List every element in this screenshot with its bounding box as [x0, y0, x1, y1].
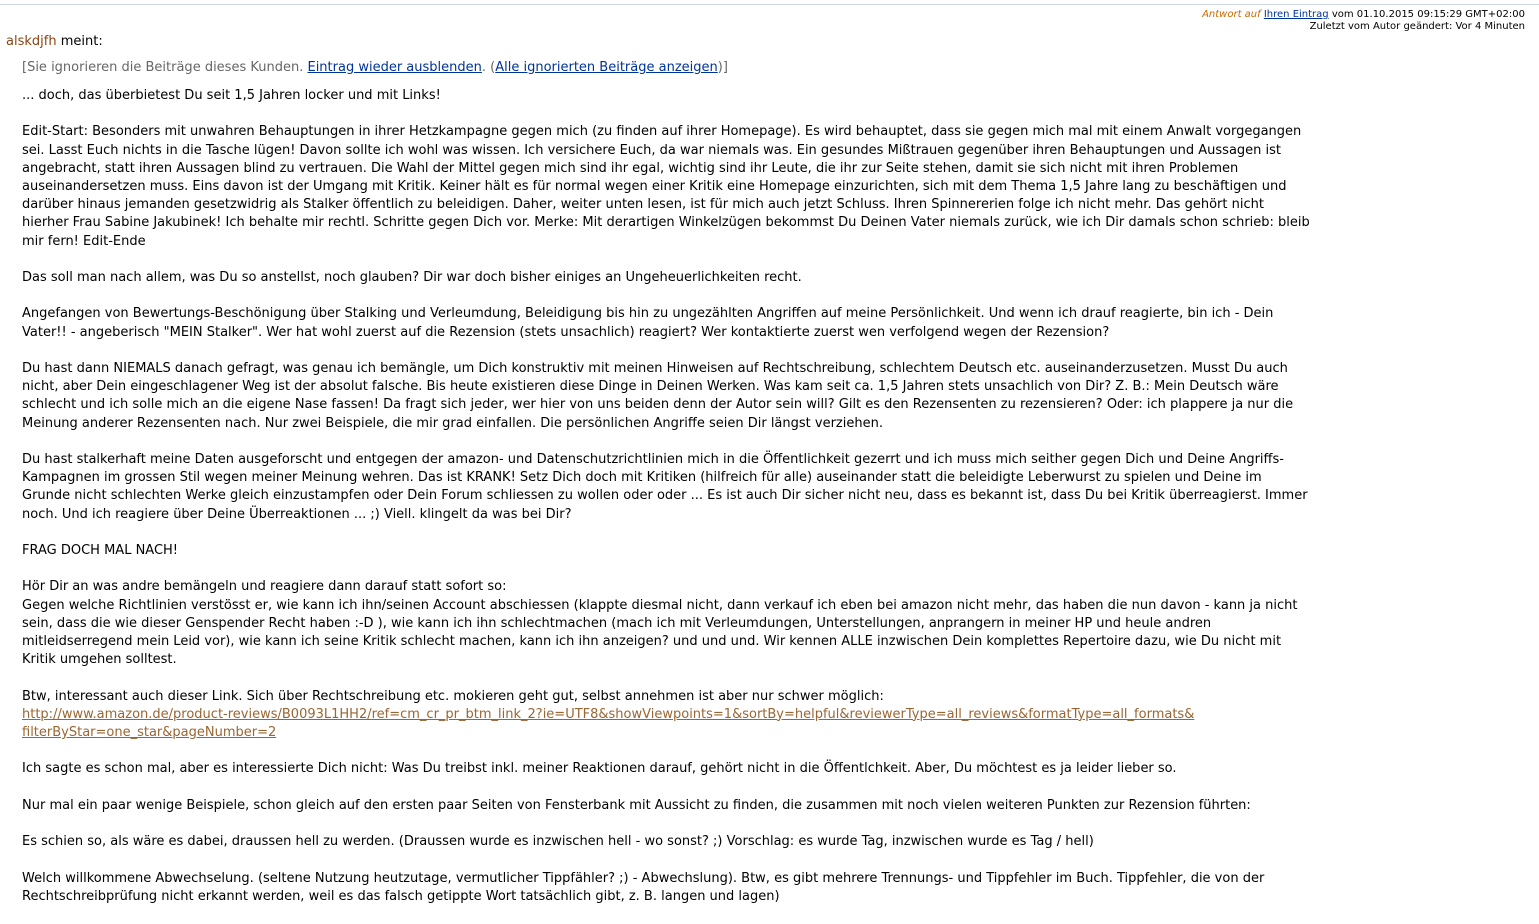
top-divider	[0, 4, 1539, 5]
hide-entry-link[interactable]: Eintrag wieder ausblenden	[307, 60, 482, 75]
post-text: Btw, interessant auch dieser Link. Sich über Rechtschreibung etc. mokieren geht gut, selbst annehmen ist aber nur schwer möglich:	[22, 688, 884, 704]
post-paragraph	[22, 688, 1312, 743]
post-meta	[1202, 9, 1525, 33]
reply-prefix: Antwort auf	[1202, 9, 1261, 20]
link-text: http://www.amazon.de/product-reviews/B0093L1HH2/ref=cm_cr_pr_btm_link_2?ie=UTF8&showViewpoints=1&sortBy=helpful&reviewerType=all_reviews&formatType=all_formats&	[22, 706, 1195, 722]
post-text: Hör Dir an was andre bemängeln und reagiere dann darauf statt sofort so:	[22, 579, 507, 595]
ignore-notice	[22, 60, 728, 76]
post-paragraph: Edit-Start: Besonders mit unwahren Behauptungen in ihrer Hetzkampagne gegen mich (zu finden auf ihrer Homepage). Es wird behauptet, dass sie gegen mich mal mit einem Anwalt vorgegangen sei. Lasst Euch nichts in die Tasche lügen! Davon sollte ich wohl was wissen. Ich versichere Euch, da war niemals was. Ein gesundes Mißtrauen gegenüber ihren Behauptungen und Aussagen ist angebracht, statt ihren Aussagen blind zu vertrauen. Die Wahl der Mittel gegen mich sind ihr egal, wichtig sind ihr Leute, die ihr zur Seite stehen, damit sie sich nicht mit ihren Problemen auseinandersetzen muss. Eins davon ist der Umgang mit Kritik. Keiner hält es für normal wegen einer Kritik eine Homepage einzurichten, sich mit dem Thema 1,5 Jahre lang zu beschäftigen und darüber hinaus jemanden gesetzwidrig als Stalker öffentlich zu beleidigen. Daher, weiter unten lesen, ist für mich auch jetzt Schluss. Ihren Spinnererien folge ich nicht mehr. Das gehört nicht hierher Frau Sabine Jakubinek! Ich behalte mir rechtl. Schritte gegen Dich vor. Merke: Mit derartigen Winkelzügen bekommst Du Deinen Vater niemals zurück, wie ich Dir damals schon schrieb: bleib mir fern! Edit-Ende	[22, 124, 1310, 249]
author-says: meint:	[60, 34, 103, 49]
post-paragraph: Das soll man nach allem, was Du so anstellst, noch glauben? Dir war doch bisher einiges an Ungeheuerlichkeiten recht.	[22, 270, 802, 285]
post-paragraph	[22, 578, 1312, 669]
post-text: Gegen welche Richtlinien verstösst er, wie kann ich ihn/seinen Account abschiessen (klappte diesmal nicht, dann verkauf ich eben bei amazon nicht mehr, das haben die nun davon - kann ja nicht sein, dass die wie dieser Genspender Recht haben :-D ), wie kann ich ihn schlechtmachen (mach ich mit Verleumdungen, Unterstellungen, anprangern in meiner HP und heule andren mitleidserregend mein Leid vor), wie kann ich seine Kritik schlecht machen, kann ich ihn anzeigen? und und und. Wir kennen ALLE inzwischen Dein komplettes Repertoire dazu, wie Du nicht mit Kritik umgehen solltest.	[22, 597, 1298, 668]
post-paragraph: Es schien so, als wäre es dabei, draussen hell zu werden. (Draussen wurde es inzwischen hell - wo sonst? ;) Vorschlag: es wurde Tag, inzwischen wurde es Tag / hell)	[22, 834, 1094, 850]
post-paragraph: Welch willkommene Abwechselung. (seltene Nutzung heutzutage, vermutlicher Tippfähler? ;) - Abwechslung). Btw, es gibt mehrere Trennungs- und Tippfehler im Buch. Tippfehler, die von der Rechtschreibprüfung nicht erkannt werden, weil es das falsch getippte Wort tatsächlich gibt, z. B. langen und lagen)	[22, 870, 1265, 904]
post-paragraph: Du hast stalkerhaft meine Daten ausgeforscht und entgegen der amazon- und Datenschutzrichtlinien mich in die Öffentlichkeit gezerrt und ich muss mich seither gegen Dich und Deine Angriffs-Kampagnen im grossen Stil wegen meiner Meinung wehren. Das ist KRANK! Setz Dich doch mit Kritiken (hilfreich für alle) auseinander statt die beleidigte Leberwurst zu spielen und Deine im Grunde nicht schlechten Werke gleich einzustampfen oder Dein Forum schliessen zu wollen oder oder ... Es ist auch Dir sicher nicht neu, dass es bekannt ist, dass Du bei Kritik überreagierst. Immer noch. Und ich reagiere über Deine Überreaktionen ... ;) Viell. klingelt da was bei Dir?	[22, 451, 1308, 522]
post-paragraph: Du hast dann NIEMALS danach gefragt, was genau ich bemängle, um Dich konstruktiv mit meinen Hinweisen auf Rechtschreibung, schlechtem Deutsch etc. auseinanderzusetzen. Musst Du auch nicht, aber Dein eingeschlagener Weg ist der absolut falsche. Bis heute existieren diese Dinge in Deinen Werken. Was kam seit ca. 1,5 Jahren stets unsachlich von Dir? Z. B.: Mein Deutsch wäre schlecht und ich solle mich an die eigene Nase fassen! Da fragt sich jeder, wer hier von uns beiden denn der Autor sein will? Gilt es den Rezensenten zu rezensieren? Oder: ich plappere ja nur die Meinung anderer Rezensenten nach. Nur zwei Beispiele, die mir grad einfallen. Die persönlichen Angriffe seien Dir längst verziehen.	[22, 360, 1294, 431]
post-paragraph: Ich sagte es schon mal, aber es interessierte Dich nicht: Was Du treibst inkl. meiner Reaktionen darauf, gehört nicht in die Öffentlchkeit. Aber, Du möchtest es ja leider lieber so.	[22, 761, 1177, 777]
ignore-notice-prefix: [Sie ignorieren die Beiträge dieses Kunden.	[22, 60, 304, 75]
link-text: filterByStar=one_star&pageNumber=2	[22, 724, 277, 740]
amazon-reviews-link[interactable]	[22, 707, 1194, 740]
post-paragraph: ... doch, das überbietest Du seit 1,5 Jahren locker und mit Links!	[22, 88, 441, 103]
post-paragraph: Nur mal ein paar wenige Beispiele, schon gleich auf den ersten paar Seiten von Fensterbank mit Aussicht zu finden, die zusammen mit noch vielen weiteren Punkten zur Rezension führten:	[22, 797, 1251, 813]
reply-info	[1202, 9, 1525, 21]
post-body	[22, 87, 1312, 924]
show-all-ignored-link[interactable]: Alle ignorierten Beiträge anzeigen	[495, 60, 718, 75]
original-post-link[interactable]: Ihren Eintrag	[1263, 9, 1329, 20]
post-paragraph: Angefangen von Bewertungs-Beschönigung über Stalking und Verleumdung, Beleidigung bis hin zu ungezählten Angriffen auf meine Persönlichkeit. Und wenn ich drauf reagierte, bin ich - Dein Vater!! - angeberisch "MEIN Stalker". Wer hat wohl zuerst auf die Rezension (stets unsachlich) reagiert? Wer kontaktierte zuerst wen verfolgend wegen der Rezension?	[22, 306, 1274, 340]
author-line	[6, 34, 103, 50]
author-name-link[interactable]: alskdjfh	[6, 34, 57, 49]
post-paragraph: FRAG DOCH MAL NACH!	[22, 542, 179, 558]
edited-note: Zuletzt vom Autor geändert: Vor 4 Minuten	[1309, 21, 1525, 32]
reply-date: vom 01.10.2015 09:15:29 GMT+02:00	[1331, 9, 1525, 20]
ignore-notice-separator: . (	[481, 60, 496, 75]
ignore-notice-suffix: )]	[717, 60, 728, 75]
